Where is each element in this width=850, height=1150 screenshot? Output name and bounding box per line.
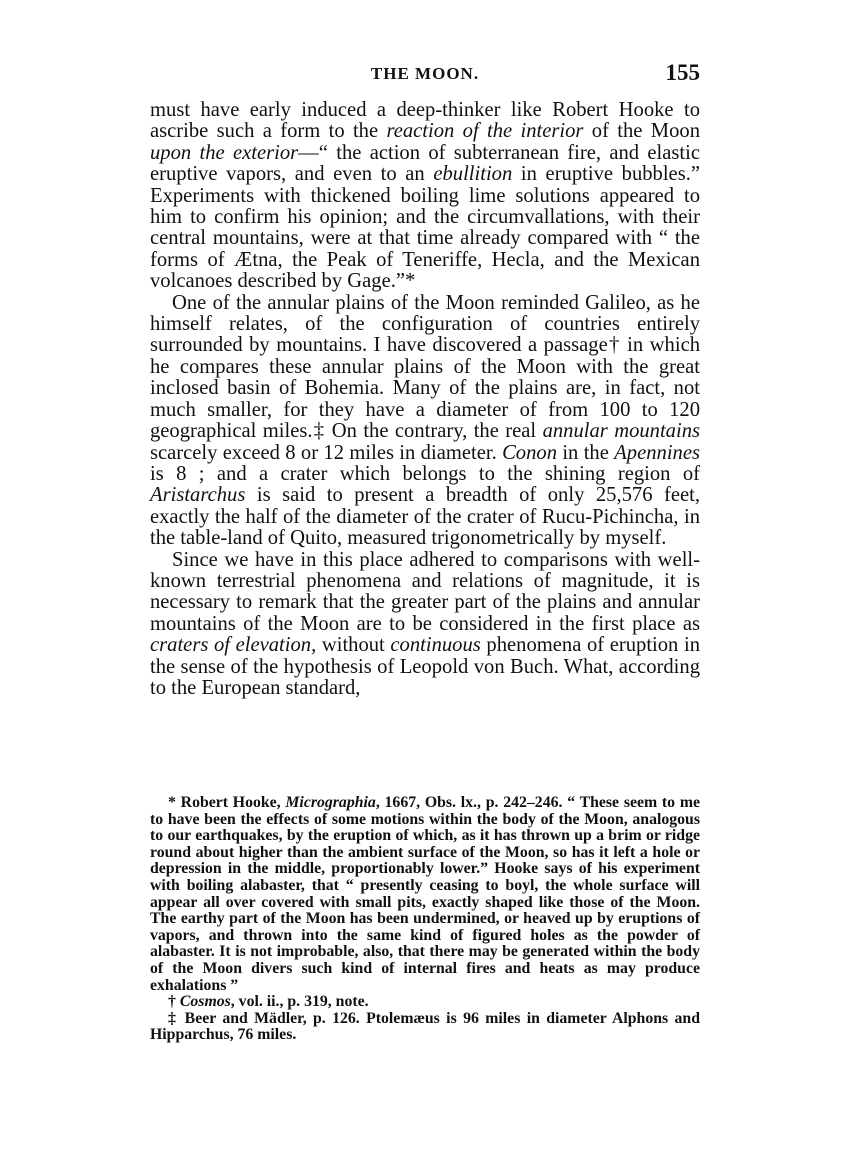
text-run: , vol. ii., p. 319, note. xyxy=(230,993,369,1011)
text-run: , 1667, Obs. lx., p. 242–246. “ These seem to me to have been the effects of some motions within the body of the Moon, analogous to our earthquakes, by the eruption of which, as it has thrown up a brim or ridge round about higher than the ambient surface of the Moon, so has it left a hole or depression in the middle, proportionably lower.” Hooke says of his experiment with boiling alabaster, that “ presently ceasing to boyl, the whole surface will appear all over covered with small pits, exactly shaped like those of the Moon. The earthy part of the Moon has been undermined, or heaved up by eruptions of vapors, and thrown into the same kind of figured holes as the powder of alabaster. It is not improbable, also, that there may be generated within the body of the Moon divers such kind of internal fires and heats as may produce exhalations ” xyxy=(150,794,701,994)
text-run: in eruptive bubbles.” Experiments with thickened boiling lime solutions appeared to him to confirm his opinion; and the circumvallations, with their central mountains, were at that time already compared with “ the forms of Ætna, the Peak of Teneriffe, Hecla, and the Mexican volcanoes described by Gage.”* xyxy=(150,163,700,293)
italic-text: continuous xyxy=(390,634,481,657)
text-run: is 8 ; and a crater which belongs to the shining region of xyxy=(150,462,700,485)
paragraph xyxy=(150,100,700,293)
footnotes xyxy=(150,795,700,1044)
italic-text: Cosmos xyxy=(179,993,231,1011)
text-run: * Robert Hooke, xyxy=(168,794,286,811)
italic-text: Apennines xyxy=(614,441,700,464)
text-run: is said to present a breadth of only 25,576 feet, exactly the half of the diameter of the crater of Rucu-Pichincha, in the table-land of Quito, measured trigonometrically by myself. xyxy=(150,484,700,550)
footnote xyxy=(150,795,700,994)
italic-text: craters of elevation, xyxy=(150,634,317,657)
text-run: One of the annular plains of the Moon reminded Galileo, as he himself relates, of the configuration of countries entirely surrounded by mountains. I have discovered a passage† in which he compares these annular plains of the Moon with the great inclosed basin of Bohemia. Many of the plains are, in fact, not much smaller, for they have a diameter of from 100 to 120 geographical miles.‡ On the contrary, the real xyxy=(150,291,700,443)
italic-text: ebullition xyxy=(433,163,513,186)
italic-text: Micrographia xyxy=(285,794,376,811)
paragraph xyxy=(150,293,700,550)
text-run: in the xyxy=(557,441,615,464)
text-run: Since we have in this place adhered to comparisons with well-known terrestrial phenomena and relations of magnitude, it is necessary to remark that the greater part of the plains and annular mountains of the Moon are to be considered in the first place as xyxy=(150,548,700,635)
text-run: scarcely exceed 8 or 12 miles in diameter. xyxy=(150,441,503,464)
text-run: must have early induced a deep-thinker like Robert Hooke to ascribe such a form to the xyxy=(150,99,700,143)
page-number: 155 xyxy=(665,60,700,85)
footnote xyxy=(150,994,700,1011)
text-run: phenomena of eruption in the sense of the hypothesis of Leopold von Buch. What, according to the European standard, xyxy=(150,634,700,699)
text-run: of the Moon xyxy=(583,120,700,143)
running-head: THE MOON. xyxy=(370,64,480,83)
italic-text: upon the exterior xyxy=(150,141,299,164)
italic-text: Aristarchus xyxy=(150,484,246,507)
page-header xyxy=(150,60,700,90)
body-text xyxy=(150,100,700,699)
text-run: —“ the action of subterranean fire, and elastic eruptive vapors, and even to an xyxy=(150,141,700,186)
italic-text: annular mountains xyxy=(542,420,701,443)
paragraph xyxy=(150,550,700,700)
footnote xyxy=(150,1011,700,1044)
italic-text: Conon xyxy=(502,441,557,464)
italic-text: reaction of the interior xyxy=(386,120,584,143)
text-run: without xyxy=(316,634,391,657)
text-run: † xyxy=(168,993,180,1011)
text-run: ‡ Beer and Mädler, p. 126. Ptolemæus is 96 miles in diameter Alphons and Hipparchus, 76 miles. xyxy=(150,1009,700,1044)
